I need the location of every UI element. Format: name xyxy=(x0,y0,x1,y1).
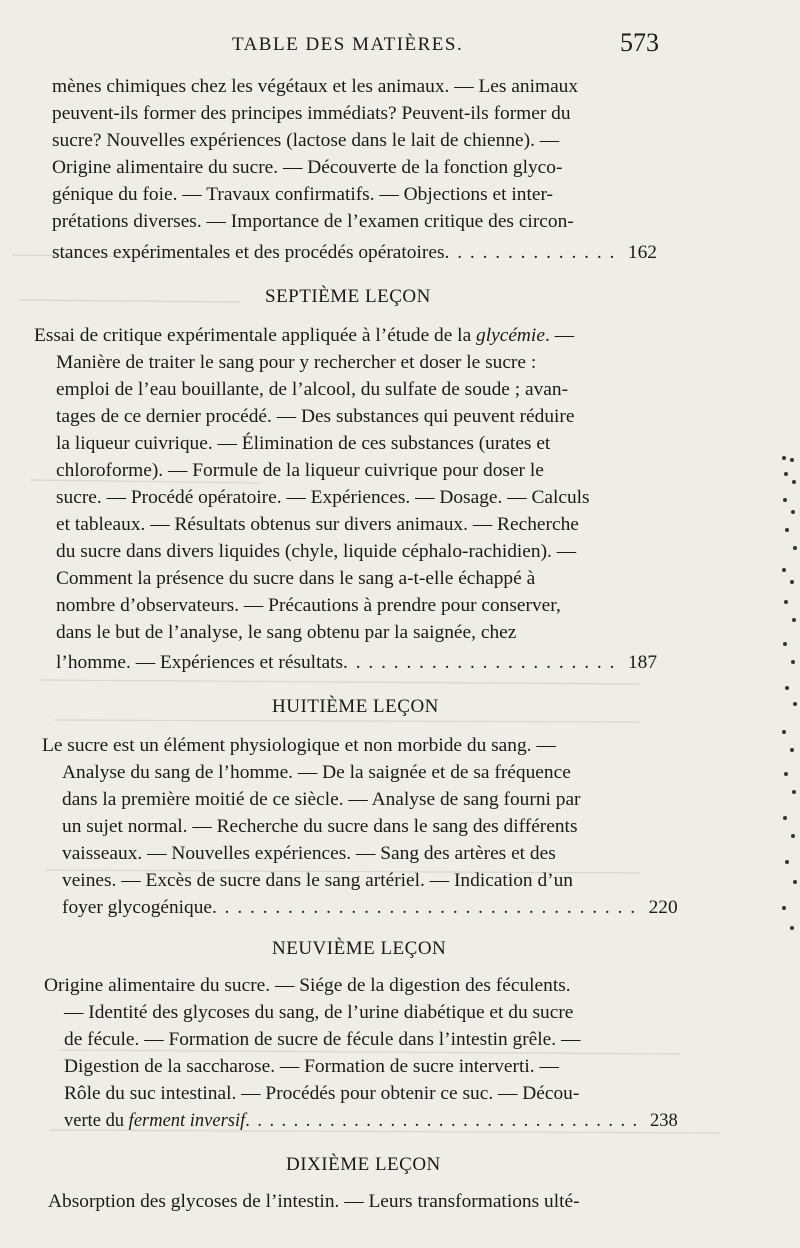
toc-line: Digestion de la saccharose. — Formation de sucre interverti. — xyxy=(64,1056,559,1077)
dot-leader: . . . . . . . . . . . . . . . . . . . . . . . . . . . . . . . . . xyxy=(245,1110,639,1131)
toc-entry-last-line xyxy=(64,1108,678,1134)
running-header xyxy=(0,30,800,64)
toc-line: tages de ce dernier procédé. — Des substances qui peuvent réduire xyxy=(56,406,575,427)
dot-leader: . . . . . . . . . . . . . . . . . . . . . . . . . . . . . . . . . . xyxy=(211,897,637,918)
toc-line: Le sucre est un élément physiologique et non morbide du sang. — xyxy=(42,735,556,756)
toc-line xyxy=(34,323,574,349)
toc-line: Origine alimentaire du sucre. — Découverte de la fonction glyco- xyxy=(52,157,563,178)
toc-line-text: l’homme. — Expériences et résultats xyxy=(56,652,343,673)
toc-line: sucre. — Procédé opératoire. — Expériences. — Dosage. — Calculs xyxy=(56,487,590,508)
toc-line-text: verte du ferment inversif xyxy=(64,1110,246,1131)
running-title: TABLE DES MATIÈRES. xyxy=(232,34,464,55)
toc-line: Analyse du sang de l’homme. — De la saignée et de sa fréquence xyxy=(62,762,571,783)
toc-line: génique du foie. — Travaux confirmatifs. — Objections et inter- xyxy=(52,184,553,205)
toc-line: veines. — Excès de sucre dans le sang artériel. — Indication d’un xyxy=(62,870,573,891)
section-heading: NEUVIÈME LEÇON xyxy=(272,938,447,959)
section-heading: SEPTIÈME LEÇON xyxy=(265,286,431,307)
toc-line: Comment la présence du sucre dans le sang a-t-elle échappé à xyxy=(56,568,536,589)
toc-line: Rôle du suc intestinal. — Procédés pour obtenir ce suc. — Décou- xyxy=(64,1083,580,1104)
toc-page-ref: 187 xyxy=(627,652,658,673)
toc-line-text: foyer glycogénique xyxy=(62,897,212,918)
toc-page-ref: 220 xyxy=(648,897,678,918)
toc-line: — Identité des glycoses du sang, de l’urine diabétique et du sucre xyxy=(64,1002,574,1023)
toc-line: sucre? Nouvelles expériences (lactose dans le lait de chienne). — xyxy=(52,130,560,151)
toc-line: Absorption des glycoses de l’intestin. — Leurs transformations ulté- xyxy=(48,1191,580,1212)
toc-line-text: stances expérimentales et des procédés opératoires xyxy=(52,242,445,263)
toc-line: peuvent-ils former des principes immédiats? Peuvent-ils former du xyxy=(52,103,571,124)
toc-line: un sujet normal. — Recherche du sucre dans le sang des différents xyxy=(62,816,578,837)
toc-line: Origine alimentaire du sucre. — Siége de la digestion des féculents. xyxy=(44,975,571,996)
toc-line: de fécule. — Formation de sucre de fécule dans l’intestin grêle. — xyxy=(64,1029,581,1050)
toc-entry-last-line xyxy=(52,240,657,266)
toc-line: dans la première moitié de ce siècle. — Analyse de sang fourni par xyxy=(62,789,581,810)
toc-line: chloroforme). — Formule de la liqueur cuivrique pour doser le xyxy=(56,460,544,481)
toc-line: mènes chimiques chez les végétaux et les animaux. — Les animaux xyxy=(52,76,579,97)
toc-line: prétations diverses. — Importance de l’examen critique des circon- xyxy=(52,211,574,232)
toc-page-ref: 162 xyxy=(627,242,657,263)
toc-entry-last-line xyxy=(56,650,657,676)
page-number: 573 xyxy=(620,28,659,57)
section-heading: HUITIÈME LEÇON xyxy=(272,696,439,717)
toc-line: vaisseaux. — Nouvelles expériences. — Sang des artères et des xyxy=(62,843,556,864)
toc-line: du sucre dans divers liquides (chyle, liquide céphalo-rachidien). — xyxy=(56,541,577,562)
toc-line: et tableaux. — Résultats obtenus sur divers animaux. — Recherche xyxy=(56,514,579,535)
section-heading: DIXIÈME LEÇON xyxy=(286,1154,441,1175)
toc-line: nombre d’observateurs. — Précautions à prendre pour conserver, xyxy=(56,595,561,616)
toc-entry-last-line xyxy=(62,895,678,921)
dot-leader: . . . . . . . . . . . . . . . . . . . . . . xyxy=(343,652,616,673)
dot-leader: . . . . . . . . . . . . . . xyxy=(444,242,616,263)
toc-line: Manière de traiter le sang pour y rechercher et doser le sucre : xyxy=(56,352,537,373)
toc-line-text: Essai de critique expérimentale appliquée à l’étude de la glycémie. — xyxy=(34,325,575,346)
toc-line: dans le but de l’analyse, le sang obtenu par la saignée, chez xyxy=(56,622,517,643)
toc-line: la liqueur cuivrique. — Élimination de ces substances (urates et xyxy=(56,433,551,454)
toc-page-ref: 238 xyxy=(650,1110,678,1131)
toc-line: emploi de l’eau bouillante, de l’alcool, du sulfate de soude ; avan- xyxy=(56,379,569,400)
